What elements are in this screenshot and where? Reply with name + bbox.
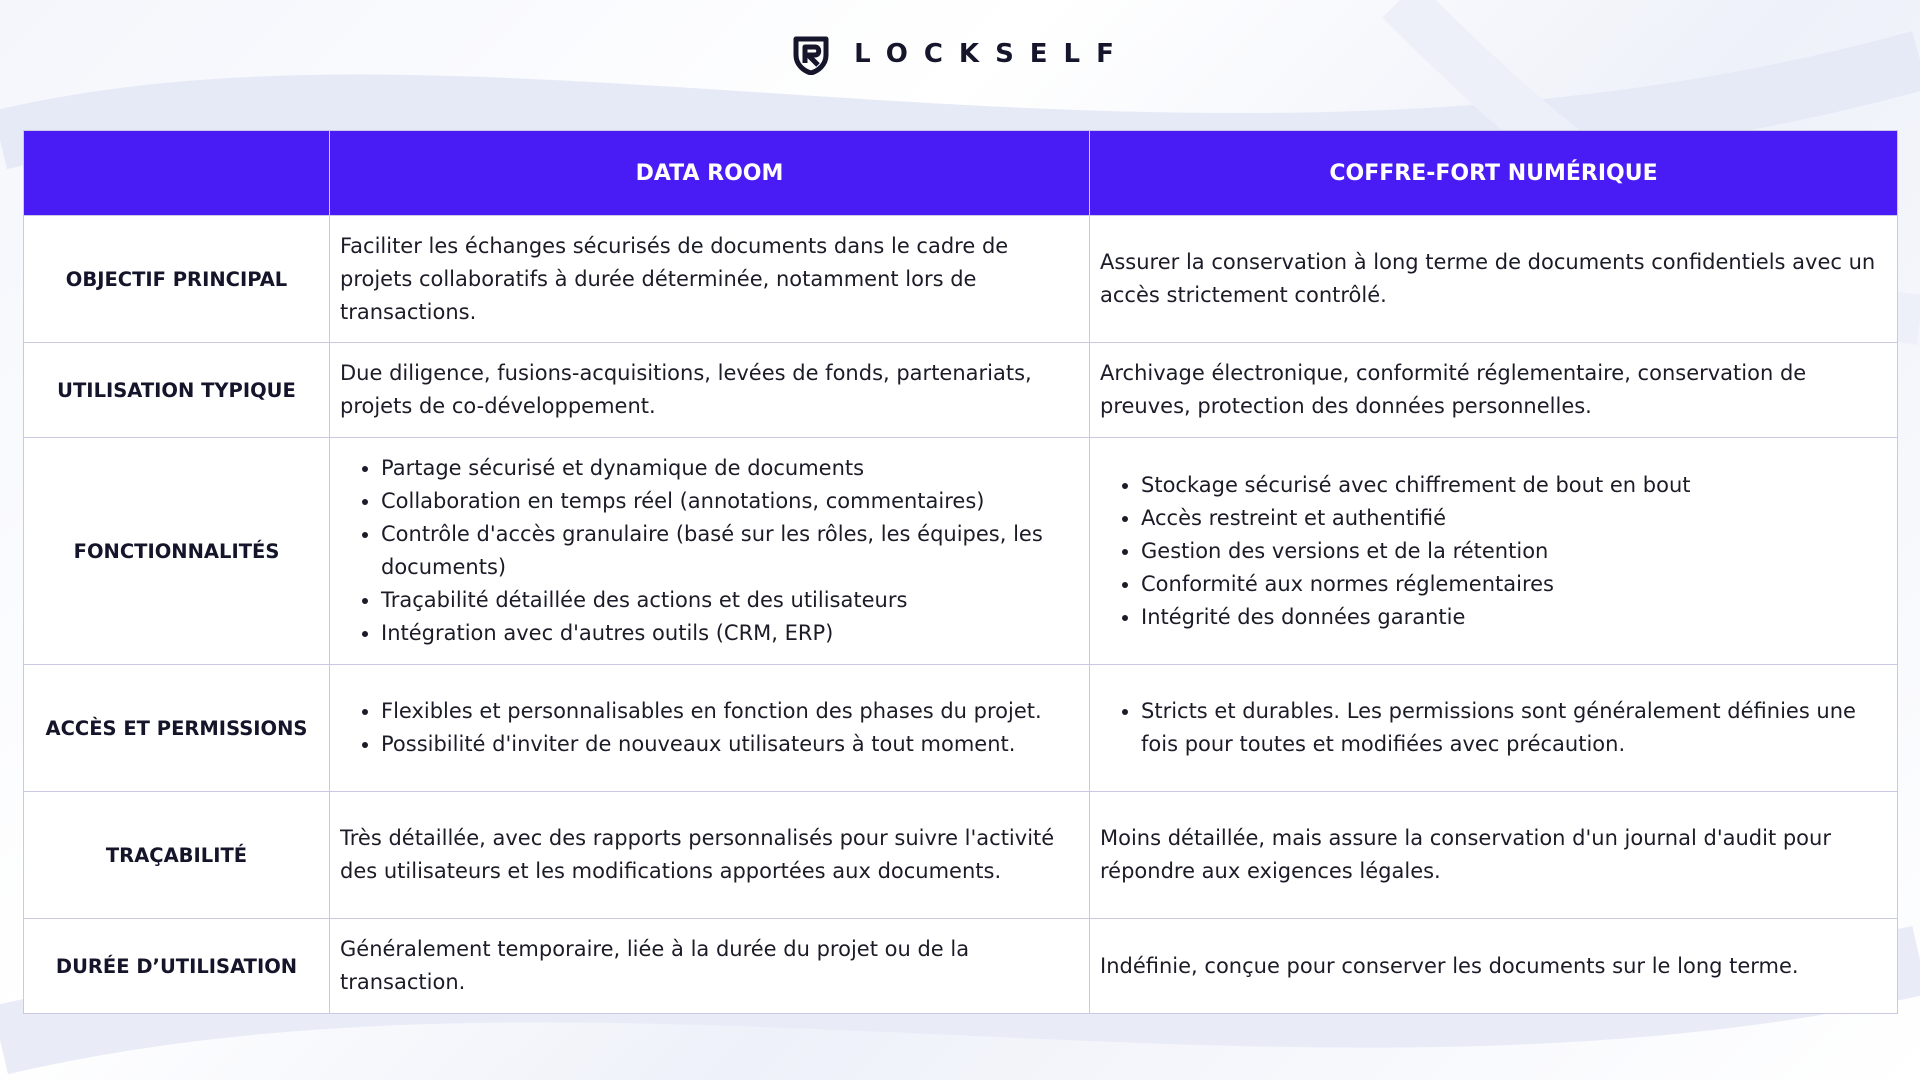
list-item: • Accès restreint et authentifié [1141,502,1887,535]
table-header-row [24,131,1898,216]
list-item: • Possibilité d'inviter de nouveaux utilisateurs à tout moment. [381,728,1079,761]
list-item: • Stricts et durables. Les permissions sont généralement définies une fois pour toutes et modifiées avec précaution. [1141,695,1887,761]
coffre-fort-objectif: Assurer la conservation à long terme de documents confidentiels avec un accès strictement contrôlé. [1090,216,1898,343]
table-row [24,343,1898,438]
data-room-duree: Généralement temporaire, liée à la durée du projet ou de la transaction. [330,919,1090,1014]
data-room-utilisation: Due diligence, fusions-acquisitions, levées de fonds, partenariats, projets de co-développement. [330,343,1090,438]
brand-logo [0,32,1920,76]
list-item: • Conformité aux normes réglementaires [1141,568,1887,601]
bullet-list [340,452,1079,650]
data-room-objectif: Faciliter les échanges sécurisés de documents dans le cadre de projets collaboratifs à durée déterminée, notamment lors de transactions. [330,216,1090,343]
list-item: • Intégrité des données garantie [1141,601,1887,634]
brand-name: LOCKSELF [854,39,1130,69]
list-item: • Intégration avec d'autres outils (CRM, ERP) [381,617,1079,650]
table-row [24,216,1898,343]
row-label-objectif: OBJECTIF PRINCIPAL [24,216,330,343]
bullet-list [1100,469,1887,634]
row-label-utilisation: UTILISATION TYPIQUE [24,343,330,438]
lockself-shield-icon [790,33,832,75]
header-coffre-fort: COFFRE-FORT NUMÉRIQUE [1090,131,1898,216]
table-row [24,919,1898,1014]
row-label-duree: DURÉE D’UTILISATION [24,919,330,1014]
table-row [24,792,1898,919]
list-item: • Contrôle d'accès granulaire (basé sur les rôles, les équipes, les documents) [381,518,1079,584]
list-item: • Partage sécurisé et dynamique de documents [381,452,1079,485]
data-room-fonctionnalites [330,438,1090,665]
comparison-table [23,130,1898,1014]
table-row [24,665,1898,792]
list-item: • Traçabilité détaillée des actions et des utilisateurs [381,584,1079,617]
list-item: • Gestion des versions et de la rétention [1141,535,1887,568]
list-item: • Collaboration en temps réel (annotations, commentaires) [381,485,1079,518]
row-label-fonctionnalites: FONCTIONNALITÉS [24,438,330,665]
list-item: • Stockage sécurisé avec chiffrement de bout en bout [1141,469,1887,502]
bullet-list [1100,695,1887,761]
table-row [24,438,1898,665]
bullet-list [340,695,1079,761]
list-item: • Flexibles et personnalisables en fonction des phases du projet. [381,695,1079,728]
coffre-fort-duree: Indéfinie, conçue pour conserver les documents sur le long terme. [1090,919,1898,1014]
row-label-tracabilite: TRAÇABILITÉ [24,792,330,919]
data-room-acces [330,665,1090,792]
data-room-tracabilite: Très détaillée, avec des rapports personnalisés pour suivre l'activité des utilisateurs et les modifications apportées aux documents. [330,792,1090,919]
coffre-fort-acces [1090,665,1898,792]
header-data-room: DATA ROOM [330,131,1090,216]
coffre-fort-tracabilite: Moins détaillée, mais assure la conservation d'un journal d'audit pour répondre aux exigences légales. [1090,792,1898,919]
coffre-fort-fonctionnalites [1090,438,1898,665]
coffre-fort-utilisation: Archivage électronique, conformité réglementaire, conservation de preuves, protection des données personnelles. [1090,343,1898,438]
header-empty-cell [24,131,330,216]
row-label-acces: ACCÈS ET PERMISSIONS [24,665,330,792]
